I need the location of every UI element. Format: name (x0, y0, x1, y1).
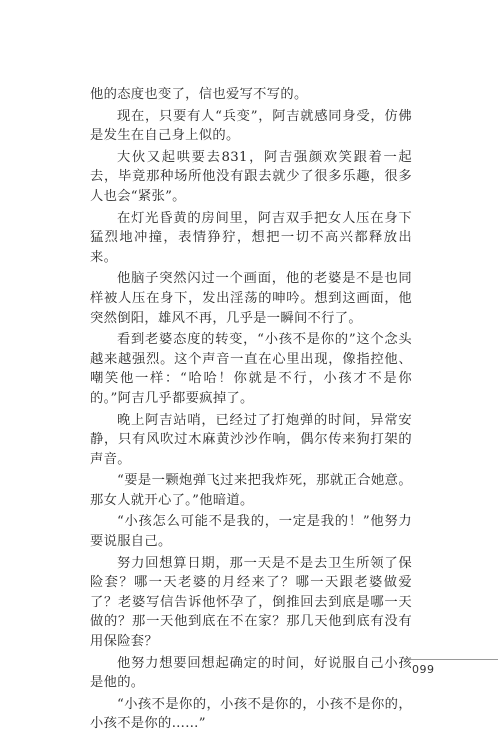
paragraph: “小孩怎么可能不是我的，一定是我的！”他努力要说服自己。 (90, 514, 412, 550)
paragraph: “小孩不是你的，小孩不是你的，小孩不是你的，小孩不是你的……” (90, 696, 412, 732)
paragraph: 他脑子突然闪过一个画面，他的老婆是不是也同样被人压在身下，发出淫荡的呻吟。想到这画面，他突然倒阳，雄风不再，几乎是一瞬间不行了。 (90, 271, 412, 326)
paragraph: 努力回想算日期，那一天是不是去卫生所领了保险套？哪一天老婆的月经来了？哪一天跟老婆做爱了？老婆写信告诉他怀孕了，倒推回去到底是哪一天做的？那一天他到底在不在家？那几天他到底有没有用保险套？ (90, 555, 412, 650)
paragraph: 看到老婆态度的转变，“小孩不是你的”这个念头越来越强烈。这个声音一直在心里出现，像指控他、嘲笑他一样：“哈哈！你就是不行，小孩才不是你的。”阿吉几乎都要疯掉了。 (90, 332, 412, 406)
footer-rule (404, 659, 498, 660)
paragraph: 大伙又起哄要去831，阿吉强颜欢笑跟着一起去，毕竟那种场所他没有跟去就少了很多乐趣，很多人也会“紧张”。 (90, 149, 412, 204)
page-number: 099 (412, 663, 435, 676)
paragraph-continuation: 他的态度也变了，信也爱写不写的。 (90, 87, 308, 102)
paragraph: 晚上阿吉站哨，已经过了打炮弹的时间，异常安静，只有风吹过木麻黄沙沙作响，偶尔传来狗打架的声音。 (90, 412, 412, 467)
paragraph: 在灯光昏黄的房间里，阿吉双手把女人压在身下猛烈地冲撞，表情狰狞，想把一切不高兴都释放出来。 (90, 210, 412, 265)
paragraph: 现在，只要有人“兵变”，阿吉就感同身受，仿佛是发生在自己身上似的。 (90, 108, 412, 144)
body-text (90, 85, 412, 734)
paragraph: 他努力想要回想起确定的时间，好说服自己小孩是他的。 (90, 655, 412, 691)
paragraph: “要是一颗炮弹飞过来把我炸死，那就正合她意。那女人就开心了。”他暗道。 (90, 473, 412, 508)
